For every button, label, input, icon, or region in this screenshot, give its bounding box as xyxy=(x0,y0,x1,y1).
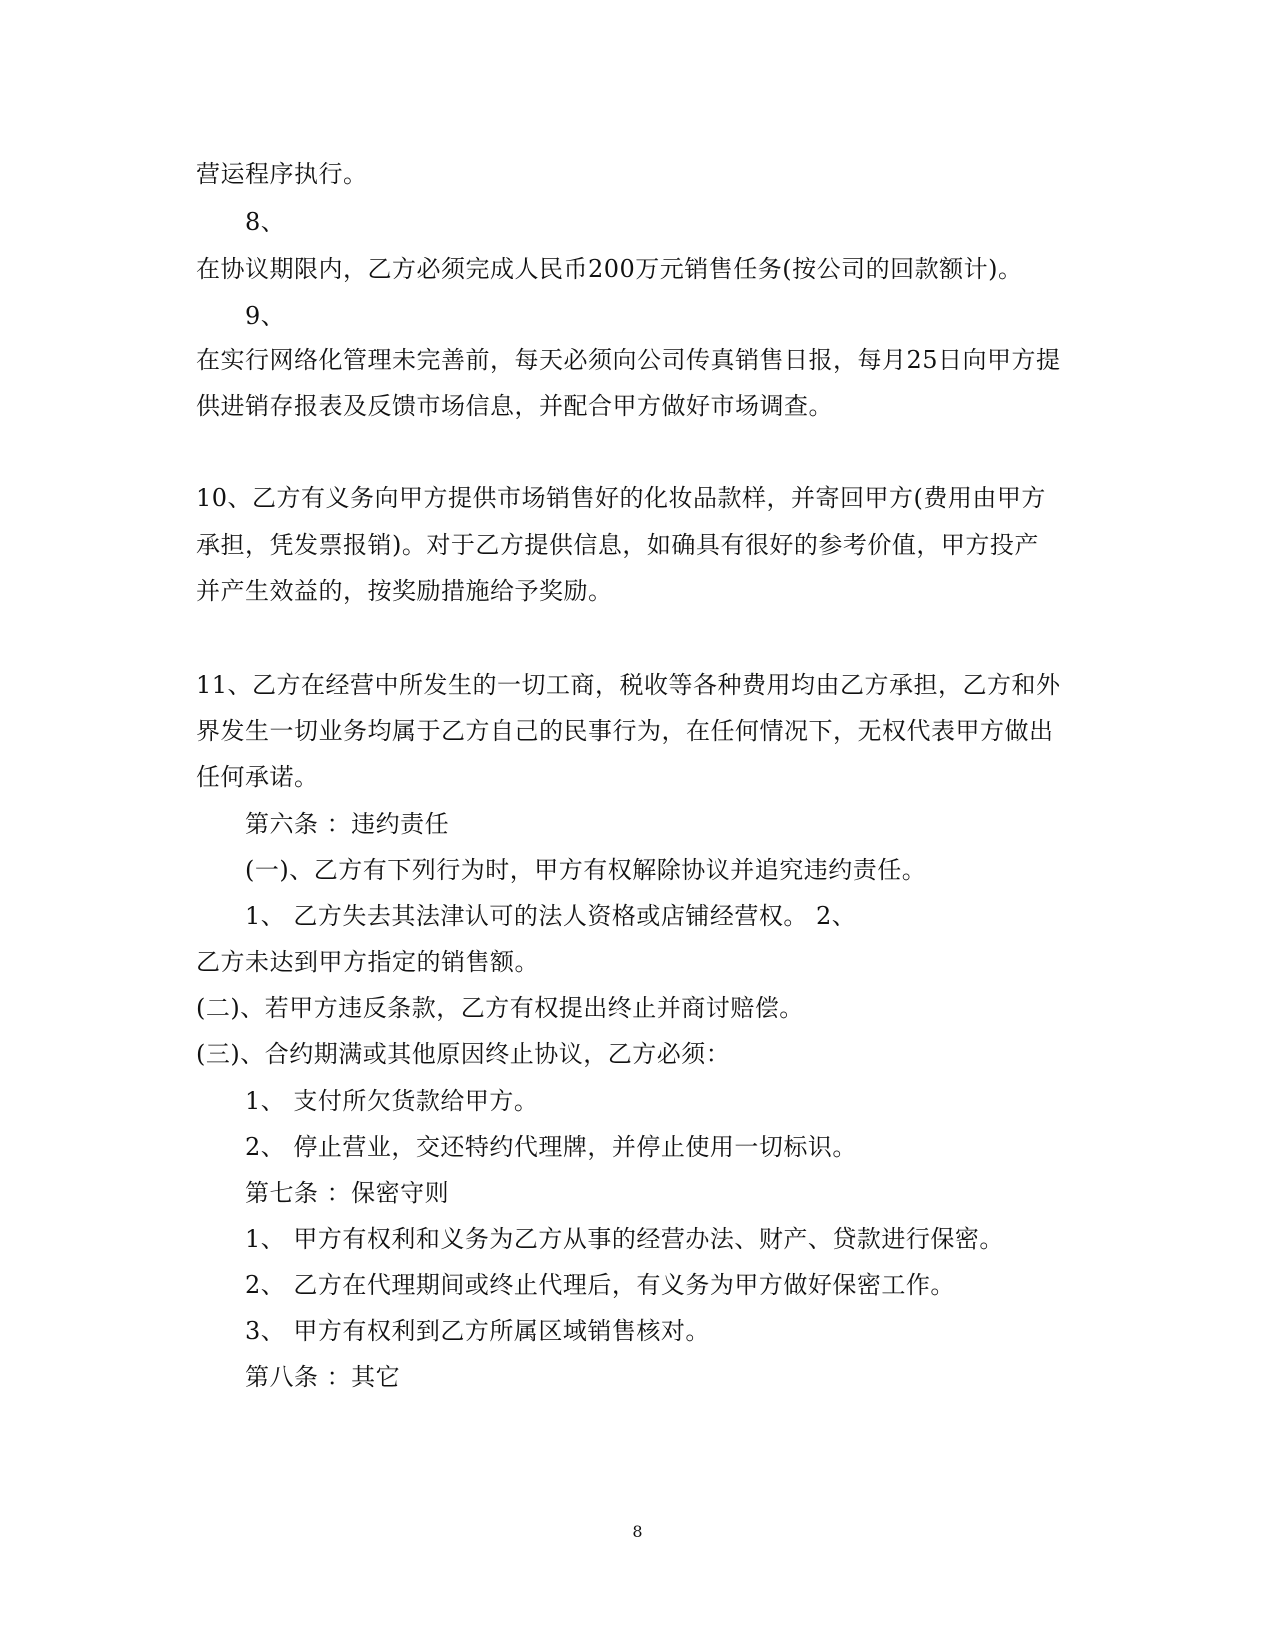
text-line: 10、乙方有义务向甲方提供市场销售好的化妆品款样，并寄回甲方(费用由甲方 xyxy=(196,484,1046,512)
section-heading: 第七条 ：保密守则 xyxy=(245,1179,450,1207)
text-line: 营运程序执行。 xyxy=(196,160,368,188)
text-line: (一)、乙方有下列行为时，甲方有权解除协议并追究违约责任。 xyxy=(245,856,927,884)
item-number: 9、 xyxy=(245,302,286,330)
item-number: 8、 xyxy=(245,208,286,236)
text-line: (二)、若甲方违反条款，乙方有权提出终止并商讨赔偿。 xyxy=(196,994,804,1022)
text-line: 乙方未达到甲方指定的销售额。 xyxy=(196,948,539,976)
text-line: 并产生效益的，按奖励措施给予奖励。 xyxy=(196,577,613,605)
text-line: 供进销存报表及反馈市场信息，并配合甲方做好市场调查。 xyxy=(196,392,833,420)
section-heading: 第八条 ：其它 xyxy=(245,1363,401,1391)
text-line: 在实行网络化管理未完善前，每天必须向公司传真销售日报，每月25日向甲方提 xyxy=(196,346,1061,374)
text-line: 1、 乙方失去其法津认可的法人资格或店铺经营权。 2、 xyxy=(245,902,857,930)
text-line: 任何承诺。 xyxy=(196,763,319,791)
section-heading: 第六条 ：违约责任 xyxy=(245,810,450,838)
text-line: 在协议期限内，乙方必须完成人民币200万元销售任务(按公司的回款额计)。 xyxy=(196,255,1023,283)
text-line: 3、 甲方有权利到乙方所属区域销售核对。 xyxy=(245,1317,710,1345)
text-line: 11、乙方在经营中所发生的一切工商，税收等各种费用均由乙方承担，乙方和外 xyxy=(196,671,1061,699)
text-line: 界发生一切业务均属于乙方自己的民事行为，在任何情况下，无权代表甲方做出 xyxy=(196,717,1054,745)
text-line: 2、 停止营业，交还特约代理牌，并停止使用一切标识。 xyxy=(245,1133,857,1161)
text-line: (三)、合约期满或其他原因终止协议，乙方必须： xyxy=(196,1040,731,1068)
page-number: 8 xyxy=(632,1522,643,1541)
text-line: 1、 支付所欠货款给甲方。 xyxy=(245,1087,539,1115)
text-line: 2、 乙方在代理期间或终止代理后，有义务为甲方做好保密工作。 xyxy=(245,1271,955,1299)
text-line: 承担，凭发票报销)。对于乙方提供信息，如确具有很好的参考价值，甲方投产 xyxy=(196,531,1039,559)
text-line: 1、 甲方有权利和义务为乙方从事的经营办法、财产、贷款进行保密。 xyxy=(245,1225,1004,1253)
